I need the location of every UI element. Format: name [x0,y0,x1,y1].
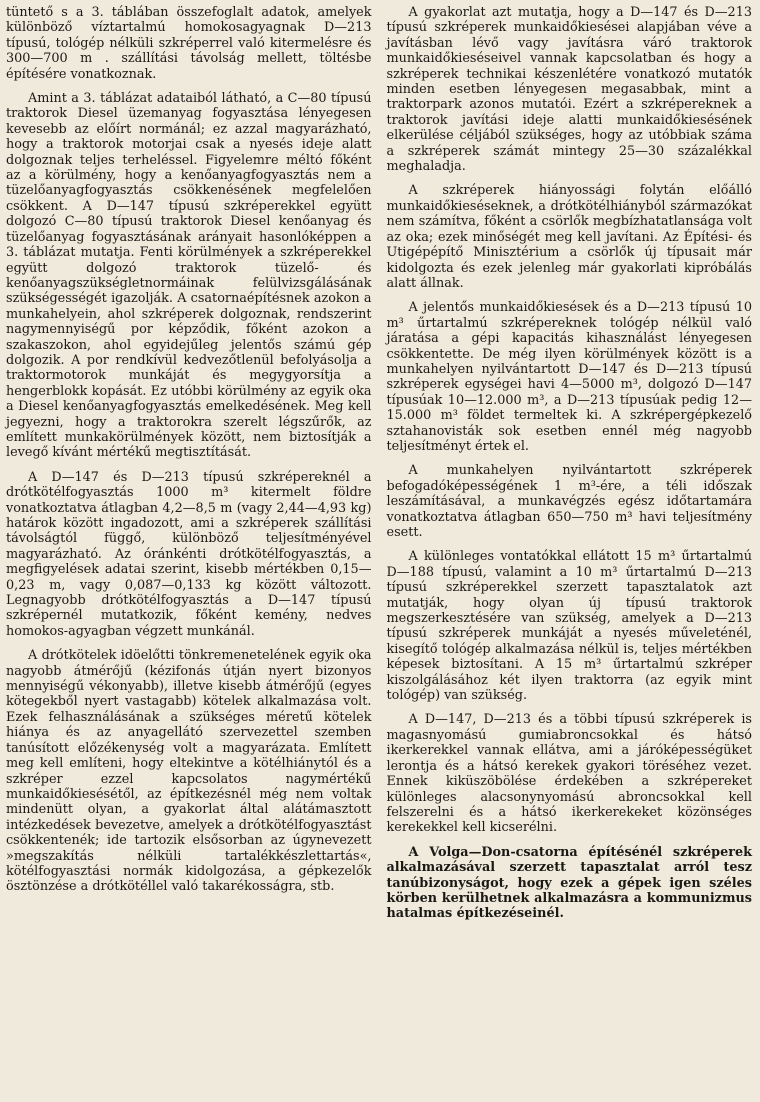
paragraph: A D—147 és D—213 típusú szkrépereknél a drótkötélfogyasztás 1000 m³ kitermelt földre vonatkoztatva átlagban 4,2—8,5 m (vagy 2,44—4,93 kg) határok között ingadozott, ami a szkréperek szállítási távolságtól függő, különböző teljesítményével magyarázható. Az óránkénti drótkötélfogyasztás, a megfigyelések adatai szerint, kisebb mértékben 0,15—0,23 m, vagy 0,087—0,133 kg között változott. Legnagyobb drótkötélfogyasztás a D—147 típusú szkrépernél mutatkozik, főként kemény, nedves homokos-agyagban végzett munkánál. [6,469,372,639]
paragraph: A D—147, D—213 és a többi típusú szkréperek is magasnyomású gumiabroncsokkal és hátsó ikerkerekkel vannak ellátva, ami a járóképességüket lerontja és a hátsó kerekek gyakori töréséhez vezet. Ennek kiküszöbölése érdekében a szkrépereket különleges alacsonynyomású abroncsokkal kell felszerelni és a hátsó ikerkerekeket közönséges kerekekkel kell kicserélni. [386,712,752,836]
paragraph: A különleges vontatókkal ellátott 15 m³ űrtartalmú D—188 típusú, valamint a 10 m³ űrtartalmú D—213 típusú szkréperekkel szerzett tapasztalatok azt mutatják, hogy olyan új típusú traktorok megszerkesztésére van szükség, amelyek a D—213 típusú szkréperek munkáját a nyesés műveleténél, kisegítő tológép alkalmazása nélkül is, teljes mértékben képesek biztosítani. A 15 m³ űrtartalmú szkréper kiszolgálásához két ilyen traktorra (az egyik mint tológép) van szükség. [386,549,752,704]
left-column [6,5,372,1102]
right-column [387,5,753,1102]
closing-paragraph: A Volga—Don-csatorna építésénél szkréperek alkalmazásával szerzett tapasztalat arról tesz tanúbizonyságot, hogy ezek a gépek igen széles körben kerülhetnek alkalmazásra a kommunizmus hatalmas építkezéseinél. [386,844,752,922]
paragraph: A jelentős munkaidőkiesések és a D—213 típusú 10 m³ űrtartalmú szkrépereknek tológép nélkül való járatása a gépi kapacitás kihasználást lényegesen csökkentette. De még ilyen körülmények között is a munkahelyen nyilvántartott D—147 és D—213 típusú szkréperek egységei havi 4—5000 m³, dolgozó D—147 típusúak 10—12.000 m³, a D—213 típusúak pedig 12—15.000 m³ földet termeltek ki. A szkrépergépkezelő sztahanovisták sok esetben ennél még nagyobb teljesítményt értek el. [386,300,752,454]
paragraph: A gyakorlat azt mutatja, hogy a D—147 és D—213 típusú szkréperek munkaidőkiesései alapjában véve a javításban lévő vagy javításra váró traktorok munkaidőkieséseivel vannak kapcsolatban és hogy a szkréperek technikai készenlétére vonatkozó mutatók minden esetben lényegesen megasabbak, mint a traktorpark azonos mutatói. Ezért a szkrépereknek a traktorok javítási ideje alatti munkaidőkiesésének elkerülése céljából szükséges, hogy az utóbbiak száma a szkréperek számát mintegy 25—30 százalékkal meghaladja. [386,5,752,175]
paragraph: Amint a 3. táblázat adataiból látható, a C—80 típusú traktorok Diesel üzemanyag fogyasztása lényegesen kevesebb az előírt normánál; ez azzal magyarázható, hogy a traktorok motorjai csak a nyesés ideje alatt dolgoznak teljes terheléssel. Figyelemre méltó főként az a körülmény, hogy a kenőanyagfogyasztás nem a tüzelőanyagfogyasztás csökkenésének megfelelően csökkent. A D—147 típusú szkréperekkel együtt dolgozó C—80 típusú traktorok Diesel kenőanyag és tüzelőanyag fogyasztásának arányait hasonlóképpen a 3. táblázat mutatja. Fenti körülmények a szkréperekkel együtt dolgozó traktorok tüzelő- és kenőanyagszükségletnormáinak felülvizsgálásának szükségességét igazolják. A csatornaépítésnek azokon a munkahelyein, ahol szkréperek dolgoznak, rendszerint nagymennyiségű por képződik, főként azokon a szakaszokon, ahol egyidejűleg jelentős számú gép dolgozik. A por rendkívül kedvezőtlenül befolyásolja a traktormotorok munkáját és megygyorsítja a hengerblokk kopását. Ez utóbbi körülmény az egyik oka a Diesel kenőanyagfogyasztás emelkedésének. Meg kell jegyezni, hogy a traktorokra szerelt légszűrők, az említett munkakörülmények között, nem biztosítják a levegő kívánt mértékű megtisztítását. [6,91,372,461]
paragraph: A drótkötelek idöelőtti tönkremenetelének egyik oka nagyobb átmérőjű (kézifonás útján nyert bizonyos mennyiségű vékonyabb), illetve kisebb átmérőjű (egyes kötegekből nyert vastagabb) kötelek alkalmazása volt. Ezek felhasználásának a szükséges méretű kötelek hiánya és az anyagellátó szervezettel szemben tanúsított előzékenység volt a magyarázata. Említett meg kell említeni, hogy eltekintve a kötélhiánytól és a szkréper ezzel kapcsolatos nagymértékű munkaidőkiesésétől, az építkezésnél még nem voltak mindenütt olyan, a gyakorlat által alátámasztott intézkedések bevezetve, amelyek a drótkötélfogyasztást csökkentenék; ide tartozik elsősorban az úgynevezett »megszakítás nélküli tartalékkészlettartás«, kötélfogyasztási normák kidolgozása, a gépkezelők ösztönzése a drótkötéllel való takarékosságra, stb. [6,648,372,895]
paragraph: tüntető s a 3. táblában összefoglalt adatok, amelyek különböző víztartalmú homokosagyagnak D—213 típusú, tológép nélküli szkréperrel való kitermelésre és 300—700 m . szállítási távolság mellett, töltésbe építésére vonatkoznak. [6,5,372,82]
paragraph: A munkahelyen nyilvántartott szkréperek befogadóképességének 1 m³-ére, a téli időszak leszámításával, a munkavégzés egész időtartamára vonatkoztatva átlagban 650—750 m³ havi teljesítmény esett. [386,463,752,540]
paragraph: A szkréperek hiányossági folytán előálló munkaidőkieséseknek, a drótkötélhiányból származókat nem számítva, főként a csörlők megbízhatatlansága volt az oka; ezek minőségét meg kell javítani. Az Építési- és Utigépépítő Minisztérium a csörlők új típusait már kidolgozta és ezek jelenleg már gyakorlati kipróbálás alatt állnak. [386,183,752,291]
